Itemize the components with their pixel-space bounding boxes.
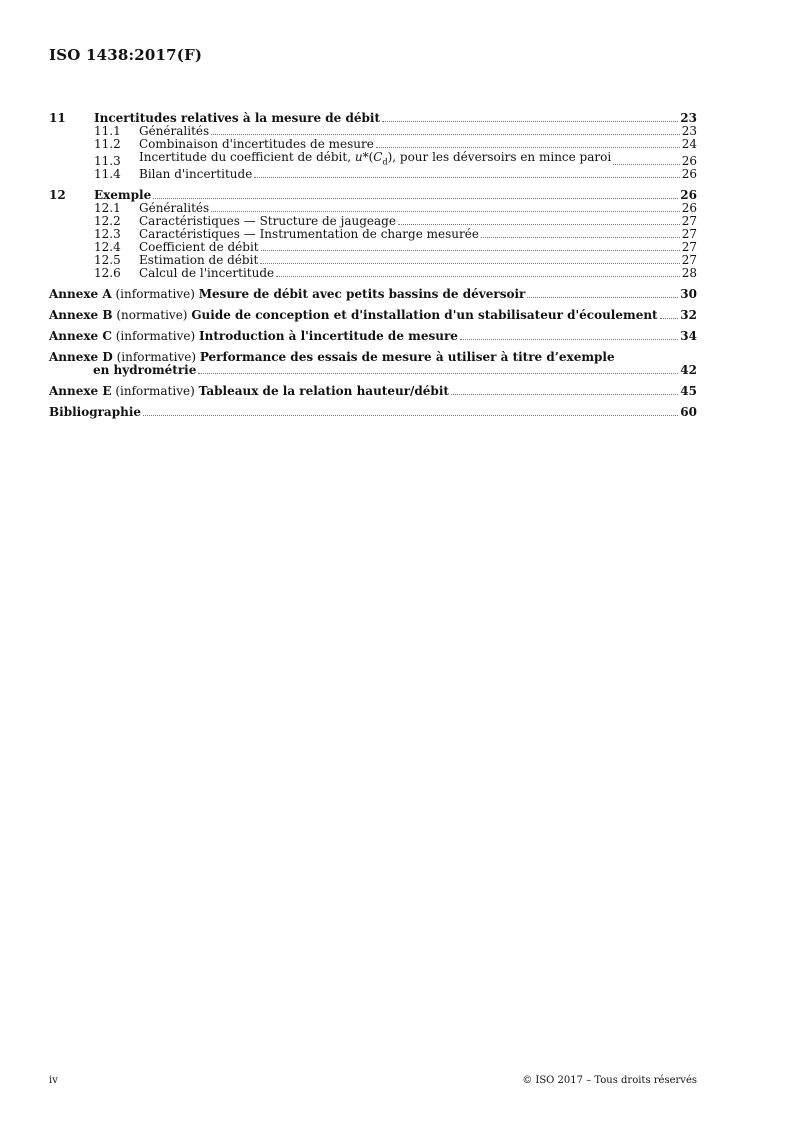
chapter-title: Exemple	[94, 188, 152, 203]
annex-title: Annexe C (informative) Introduction à l'incertitude de mesure	[49, 329, 458, 344]
item-number: 11.2	[94, 137, 121, 151]
page-number: 27	[681, 227, 697, 242]
page-number: 27	[681, 253, 697, 268]
footer-copyright: © ISO 2017 – Tous droits réservés	[522, 1075, 697, 1086]
item-title: Bilan d'incertitude	[139, 167, 253, 182]
dot-leader	[382, 121, 678, 122]
dot-leader	[398, 224, 680, 225]
dot-leader	[481, 237, 680, 238]
dot-leader	[143, 415, 678, 416]
page-number: 27	[681, 214, 697, 229]
toc-item-11-3[interactable]	[49, 151, 697, 168]
item-number: 12.4	[94, 240, 121, 255]
toc-bibliography[interactable]	[49, 406, 697, 419]
item-number: 12.5	[94, 253, 121, 268]
dot-leader	[527, 297, 678, 298]
page-number: 32	[680, 308, 697, 323]
dot-leader	[254, 177, 679, 178]
page-number: 26	[681, 154, 697, 169]
dot-leader	[460, 339, 678, 340]
annex-title: Annexe D (informative) Performance des essais de mesure à utiliser à titre d’exemple	[49, 350, 615, 365]
dot-leader	[153, 198, 678, 199]
item-number: 12.2	[94, 214, 121, 229]
page-number: 24	[681, 137, 697, 151]
page-number: 26	[681, 201, 697, 216]
dot-leader	[660, 318, 679, 319]
item-title: Combinaison d'incertitudes de mesure	[139, 137, 374, 151]
dot-leader	[276, 276, 680, 277]
item-title: Généralités	[139, 201, 210, 216]
annex-title: Annexe B (normative) Guide de conception et d'installation d'un stabilisateur d'écoulement	[49, 308, 658, 323]
dot-leader	[451, 394, 678, 395]
toc-annex-d[interactable]	[49, 351, 697, 377]
annex-d-line-2	[49, 364, 697, 377]
dot-leader	[261, 250, 680, 251]
table-of-contents	[49, 112, 697, 419]
item-number: 12.6	[94, 266, 121, 281]
item-title: Calcul de l'incertitude	[139, 266, 275, 281]
item-title: Coefficient de débit	[139, 240, 259, 255]
chapter-number: 11	[49, 111, 66, 125]
toc-item-11-4[interactable]	[49, 168, 697, 181]
bibliography-title: Bibliographie	[49, 405, 142, 420]
dot-leader	[260, 263, 679, 264]
page-number: 23	[680, 111, 697, 125]
item-title: Caractéristiques — Instrumentation de charge mesurée	[139, 227, 479, 242]
dot-leader	[198, 373, 678, 374]
dot-leader	[613, 164, 680, 165]
dot-leader	[211, 211, 680, 212]
page-number: 42	[680, 363, 697, 378]
item-title: Caractéristiques — Structure de jaugeage	[139, 214, 396, 229]
item-number: 11.4	[94, 167, 121, 182]
footer-page-number: iv	[49, 1075, 58, 1086]
page-number: 60	[680, 405, 697, 420]
item-title: Généralités	[139, 124, 210, 138]
chapter-title: Incertitudes relatives à la mesure de débit	[94, 111, 380, 125]
page-number: 30	[680, 287, 697, 302]
dot-leader	[376, 147, 680, 148]
document-header: ISO 1438:2017(F)	[49, 46, 203, 64]
toc-annex-e[interactable]	[49, 385, 697, 398]
page-number: 28	[681, 266, 697, 281]
page-number: 34	[680, 329, 697, 344]
page-number: 27	[681, 240, 697, 255]
item-number: 12.3	[94, 227, 121, 242]
page-number: 26	[680, 188, 697, 203]
toc-annex-a[interactable]	[49, 288, 697, 301]
annex-title: Annexe A (informative) Mesure de débit avec petits bassins de déversoir	[49, 287, 526, 302]
item-number: 11.1	[94, 124, 121, 138]
annex-title: Annexe E (informative) Tableaux de la relation hauteur/débit	[49, 384, 449, 399]
page-number: 26	[681, 167, 697, 182]
item-title: Incertitude du coefficient de débit, $u*(C_d)$, pour les déversoirs en mince paroi	[139, 150, 612, 167]
toc-annex-c[interactable]	[49, 330, 697, 343]
chapter-number: 12	[49, 188, 66, 203]
item-number: 12.1	[94, 201, 121, 216]
toc-item-12-6[interactable]	[49, 267, 697, 280]
item-number: 11.3	[94, 154, 121, 169]
dot-leader	[211, 134, 680, 135]
page-number: 23	[681, 124, 697, 138]
page-number: 45	[680, 384, 697, 399]
toc-annex-b[interactable]	[49, 309, 697, 322]
item-title: Estimation de débit	[139, 253, 259, 268]
annex-title-continued: en hydrométrie	[93, 363, 197, 378]
